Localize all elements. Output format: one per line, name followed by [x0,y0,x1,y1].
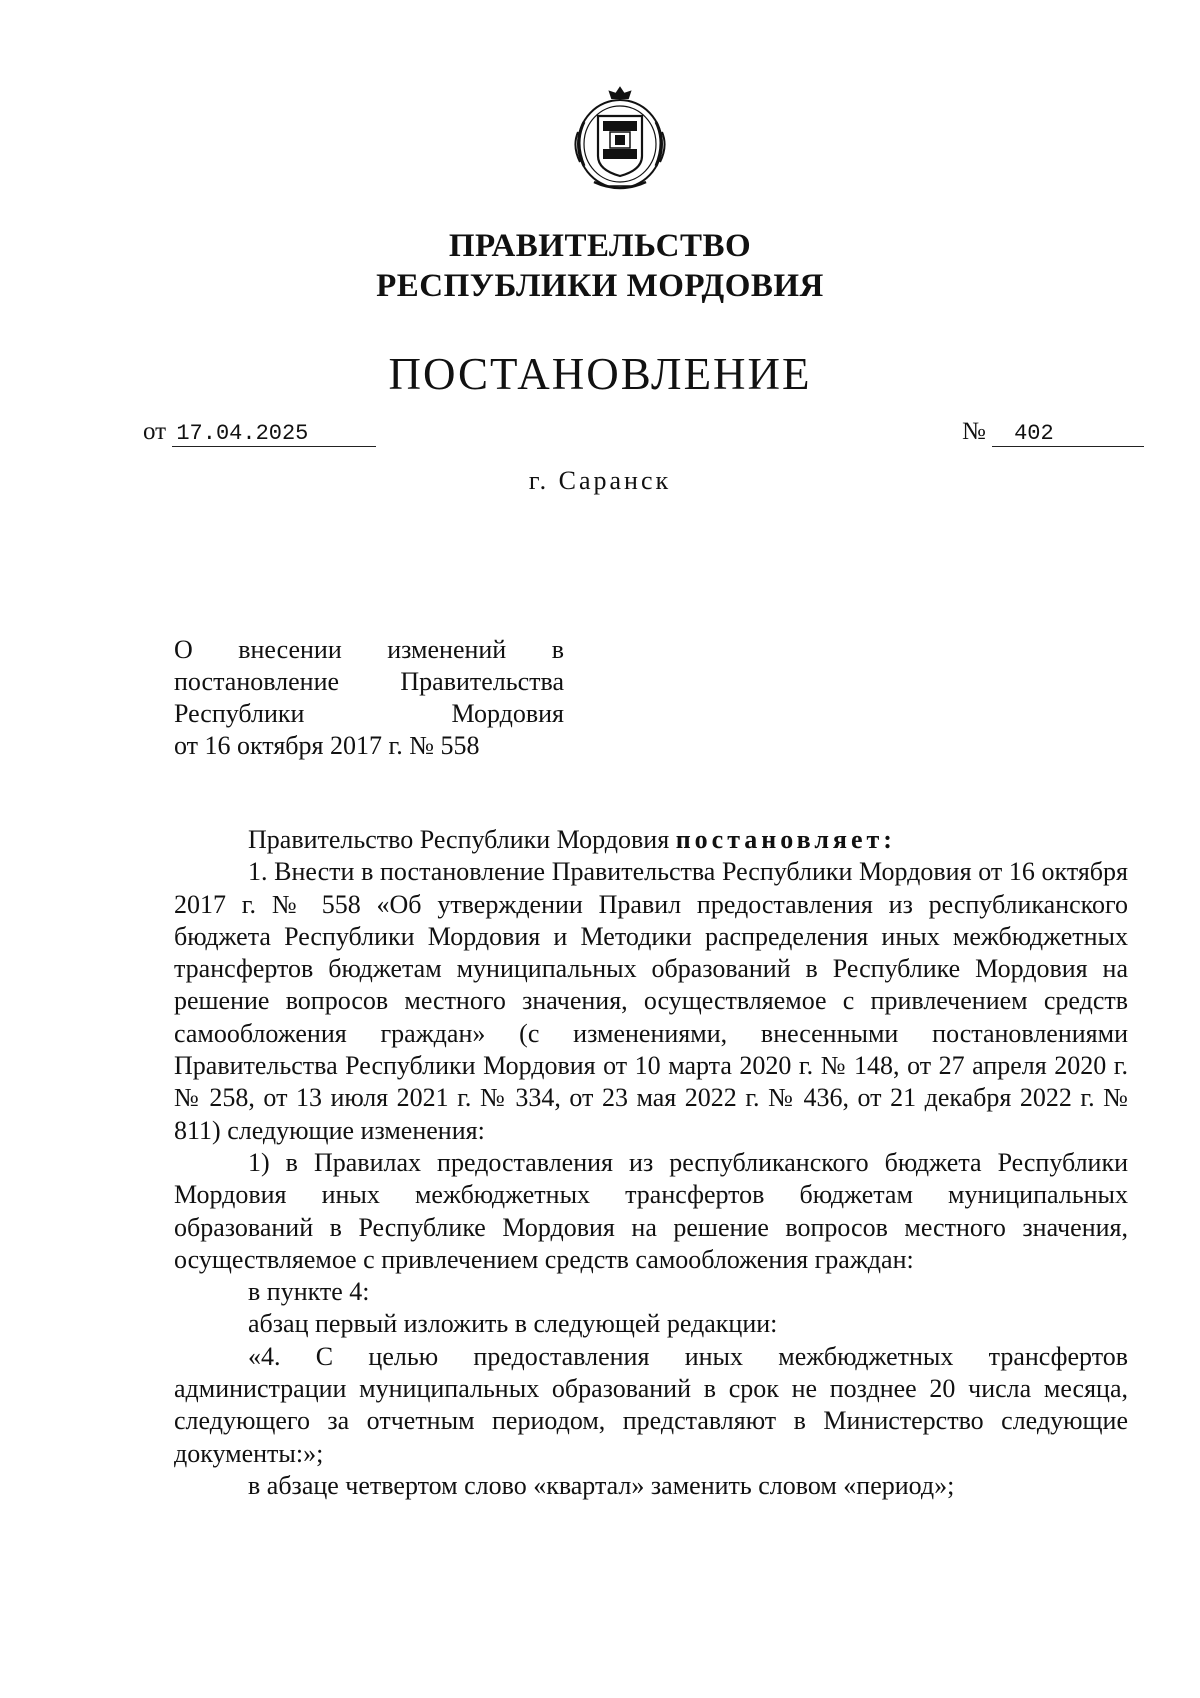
subject-word: Мордовия [451,699,564,728]
body-paragraph: в абзаце четвертом слово «квартал» заменить словом «период»; [248,1470,955,1500]
document-type-title: ПОСТАНОВЛЕНИЕ [388,349,812,399]
intro-emphasis: постановляет: [675,825,896,854]
subject-word: Правительства [400,667,564,696]
subject-word: постановление [174,667,340,696]
body-paragraph: 1) в Правилах предоставления из республиканского бюджета Республики Мордовия иных межбюджетных трансфертов бюджетам муниципальных образований в Республике Мордовия на решение вопросов местного значения, осуществляемое с привлечением средств самообложения граждан: [174,1147,1128,1274]
body-paragraph: в пункте 4: [248,1277,370,1307]
document-date-value: 17.04.2025 [172,421,376,447]
subject-line-1 [174,634,564,666]
document-number-field [962,418,1144,447]
body-intro [174,824,1128,856]
subject-word: внесении [238,635,342,664]
subject-line-4 [174,730,564,762]
subject-word: Республики [174,699,305,728]
subject-word: О [174,635,193,664]
body-paragraph: абзац первый изложить в следующей редакции: [248,1309,778,1339]
document-body [174,824,1128,1502]
document-date-field [143,418,376,447]
number-prefix: № [962,418,986,445]
subject-line-3 [174,698,564,730]
date-prefix: от [143,418,167,445]
body-paragraph: «4. С целью предоставления иных межбюджетных трансфертов администрации муниципальных образований в срок не позднее 20 числа месяца, следующего за отчетным периодом, представляют в Министерство следующие документы:»; [174,1341,1128,1468]
subject-word: от 16 октября 2017 г. № 558 [174,731,480,760]
coat-of-arms-emblem [564,82,676,200]
body-paragraph: 1. Внести в постановление Правительства Республики Мордовия от 16 октября 2017 г. № 558 «Об утверждении Правил предоставления из республиканского бюджета Республики Мордовия и Методики распределения иных межбюджетных трансфертов бюджетам муниципальных образований в Республике Мордовия на решение вопросов местного значения, осуществляемое с привлечением средств самообложения граждан» (с изменениями, внесенными постановлениями Правительства Республики Мордовия от 10 марта 2020 г. № 148, от 27 апреля 2020 г. № 258, от 13 июля 2021 г. № 334, от 23 мая 2022 г. № 436, от 21 декабря 2022 г. № 811) следующие изменения: [174,857,1128,1145]
document-number-value: 402 [992,421,1144,447]
city-line: г. Саранск [528,466,672,495]
subject-word: в [551,635,564,664]
document-subject [174,634,564,762]
intro-text: Правительство Республики Мордовия [248,825,676,854]
organization-name-line1: ПРАВИТЕЛЬСТВО [448,228,752,264]
subject-word: изменений [387,635,507,664]
organization-name-line2: РЕСПУБЛИКИ МОРДОВИЯ [376,268,824,304]
subject-line-2 [174,666,564,698]
